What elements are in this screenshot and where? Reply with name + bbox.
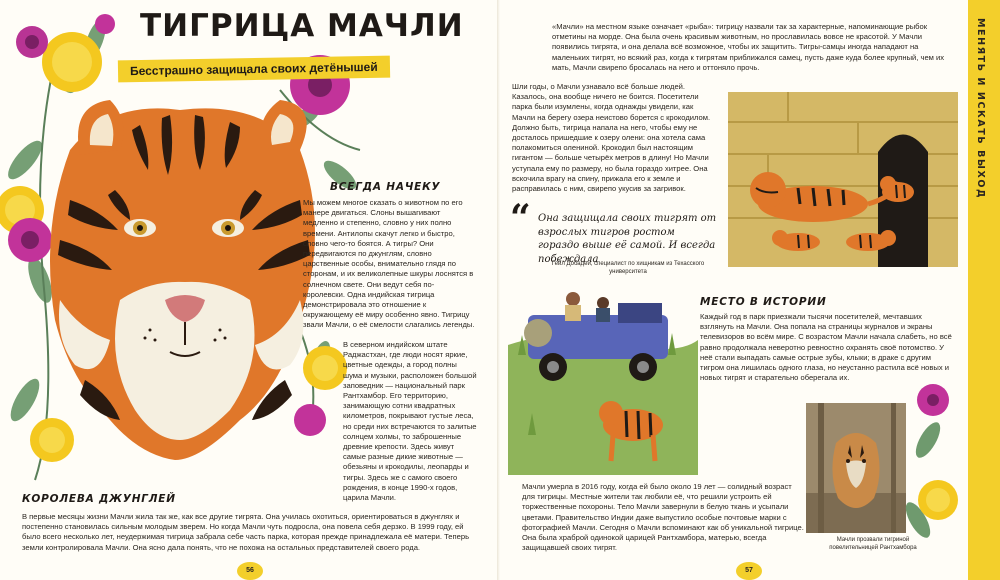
paragraph-intro: «Мачли» на местном языке означает «рыба»: тигрицу назвали так за характерные, напоминающие рыбок отметины на морде. Она была очень красивым животным, но прославилась вовсе не красотой. У Мачли появились тигрята, и она делала всё возможное, чтобы их защитить. Тигры-самцы иногда нападают на маленьких тигрят, но всякий раз, когда к тигрятам приближался самец, пусть даже куда более крупный, чем их мать, Мачли свирепо бросалась на него и оттоняло прочь.: [552, 22, 945, 72]
page-title: ТИГРИЦА МАЧЛИ: [140, 8, 464, 44]
paragraph-crocodile: Шли годы, о Мачли узнавало всё больше людей. Казалось, она вообще ничего не боится. Посетители парка были изумлены, когда однажды увидели, как Мачли на берегу озера неистово борется с крокодилом. Должно быть, тигрица напала на него, чтобы ему не досталось пришедшие к озеру олени: она хотела сама полакомиться олениной. Крокодил был настоящим гигантом — больше четырёх метров в длину! Но Мачли уступала ему по размеру, но была гораздо хитрее. Она вскочила врагу на спину, прижала его к земле и расправилась с ним, свирепо укусив за загривок.: [512, 82, 711, 194]
section-paragraph-always-first-1: Мы можем многое сказать о животном по его манере двигаться. Слоны вышагивают медленно и степенно, словно у них полно времени. Антилопы скачут легко и быстро, словно чего-то боятся. А тигры? Они передвигаются по джунглям, словно царственные особы, внимательно глядя по сторонам, и их великолепные шкуры лоснятся в солнечном свете. Они ведут себя по-королевски. Одна индийская тигрица демонстрировала это отношение к окружающему её миру особенно явно. Тигрицу звали Мачли, о её смелости слагались легенды.: [303, 198, 475, 330]
paragraph-death: Мачли умерла в 2016 году, когда ей было около 19 лет — солидный возраст для тигрицы. Местные жители так любили её, что решили устроить ей торжественные похороны. Тело Мачли завернули в белую ткань и усыпали цветами. Правительство Индии даже выпустило особые почтовые марки с фотографией Мачли. Сегодня о Мачли вспоминают как об уникальной тигрице. Она была храброй одинокой царицей Рантхамбора, матерью, всегда защищавшей своих тигрят.: [522, 482, 804, 553]
section-heading-always-first: ВСЕГДА НАЧЕКУ: [330, 181, 441, 193]
right-page: [500, 0, 1000, 580]
tiger-photo: [806, 403, 906, 533]
photo-caption: Мачли прозвали тигриной повелительницей Рантхамбора: [829, 537, 917, 551]
section-paragraph-history: Каждый год в парк приезжали тысячи посетителей, мечтавших взглянуть на Мачли. Она попала на страницы журналов и экраны телевизоров во всём мире. С возрастом Мачли начала слабеть, но всё равно продолжала неверотно ревностно охранять своё потомство. У неё стали выпадать самые острые зубы, клыки; в драке с другим тигром она лишилась одного глаза, но неустанно растила всё новых и новых тигрят и старательно оберегала их.: [700, 312, 952, 383]
section-heading-history: МЕСТО В ИСТОРИИ: [700, 296, 827, 308]
chapter-tab: [968, 0, 1000, 580]
chapter-tab-label: МЕНЯТЬ И ИСКАТЬ ВЫХОД: [975, 18, 986, 200]
pull-quote: Она защищала своих тигрят от взрослых тигров ростом гораздо выше её самой. И всегда побеждала: [538, 213, 717, 265]
section-paragraph-queen: В первые месяцы жизни Мачли жила так же, как все другие тигрята. Она училась охотиться, ориентироваться в джунглях и постепенно становилась сильным молодым зверем. Но когда Мачли чуть подросла, она повела себя дерзко. В 1999 году, ей было всего несколько лет, неудержимая тигрица забрала себе часть парка, которая прежде принадлежала её матери. Теперь земли контролировала Мачли. Она ясно дала понять, что не похожа на остальных представителей своего рода.: [22, 512, 470, 552]
cave-tigers-illustration: [728, 92, 958, 267]
page-number-right: 57: [736, 562, 762, 580]
page-subtitle: Бесстрашно защищала своих детёнышей: [118, 56, 390, 83]
quote-mark-icon: “: [510, 197, 531, 239]
jeep-tiger-illustration: [508, 285, 698, 475]
section-heading-queen: КОРОЛЕВА ДЖУНГЛЕЙ: [22, 493, 176, 505]
quote-source: Гейл Добадей, специалист по хищникам из Техасского университета: [551, 261, 705, 275]
flower-decoration: [898, 380, 968, 550]
page-number-left: 56: [237, 562, 263, 580]
section-paragraph-always-first-2: В северном индийском штате Раджастхан, где люди носят яркие, цветные одежды, а город полны шума и музыки, расположен большой заповедник — национальный парк Рантхамбор. Его территорию, занимающую сотни квадратных километров, покрывают густые леса, но среди них встречаются то залитые солнцем холмы, то заброшенные древние крепости. Здесь живут самые разные дикие животные — обезьяны и крокодилы, леопарды и тигры. Здесь же с самого своего рождения, в конце 1990-х годов, царила Мачли.: [343, 340, 477, 503]
